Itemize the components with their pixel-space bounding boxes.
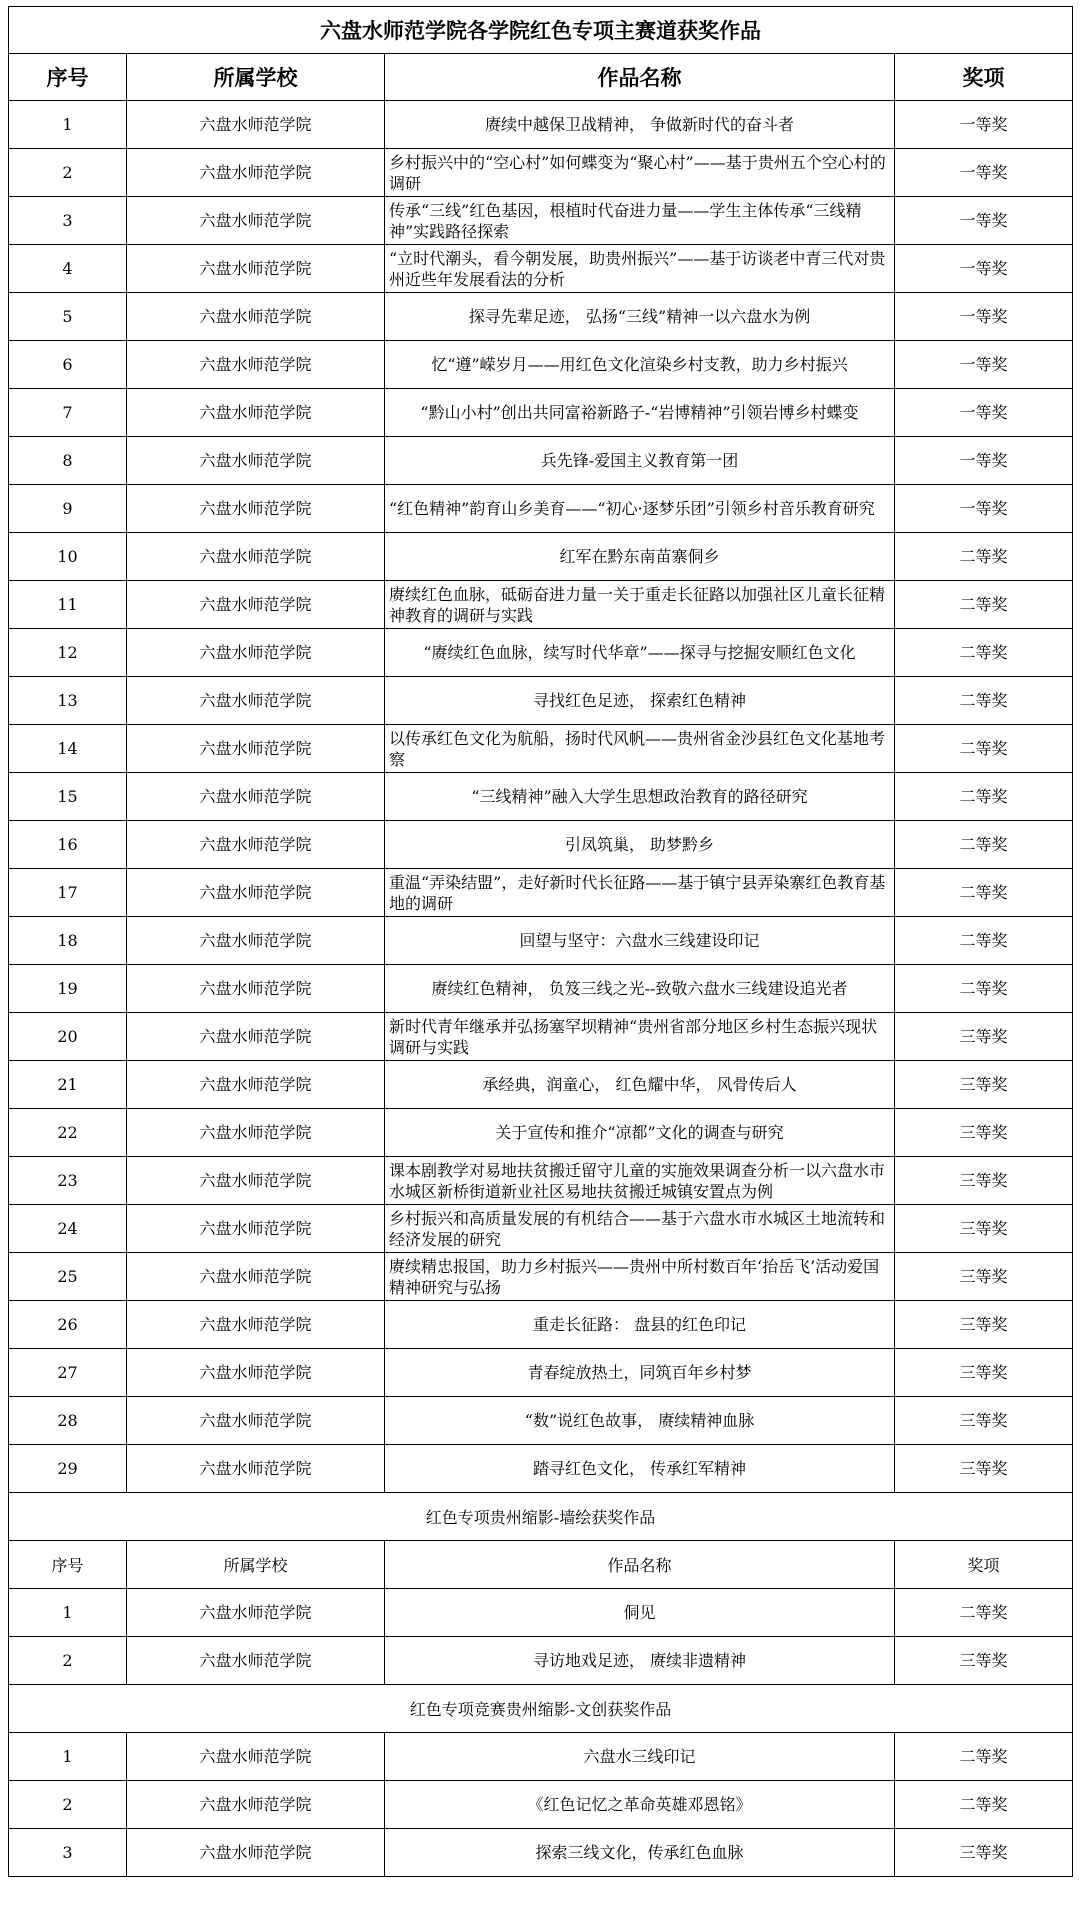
- cell-school: 六盘水师范学院: [127, 149, 385, 197]
- cell-no: 9: [9, 485, 127, 533]
- cell-award: 三等奖: [895, 1349, 1073, 1397]
- cell-name: 寻访地戏足迹， 赓续非遗精神: [385, 1637, 895, 1685]
- creative-section-title-row: [9, 1685, 1073, 1733]
- cell-name: 重温“弄染结盟”，走好新时代长征路——基于镇宁县弄染寨红色教育基地的调研: [385, 869, 895, 917]
- cell-name: 踏寻红色文化， 传承红军精神: [385, 1445, 895, 1493]
- table-row: [9, 581, 1073, 629]
- table-row: [9, 1109, 1073, 1157]
- cell-no: 24: [9, 1205, 127, 1253]
- table-row: [9, 1013, 1073, 1061]
- cell-name: 乡村振兴和高质量发展的有机结合——基于六盘水市水城区土地流转和经济发展的研究: [385, 1205, 895, 1253]
- cell-school: 六盘水师范学院: [127, 341, 385, 389]
- table-row: [9, 437, 1073, 485]
- cell-no: 14: [9, 725, 127, 773]
- cell-name: 新时代青年继承并弘扬塞罕坝精神“贵州省部分地区乡村生态振兴现状调研与实践: [385, 1013, 895, 1061]
- cell-award: 二等奖: [895, 725, 1073, 773]
- table-row: [9, 1061, 1073, 1109]
- table-row: [9, 341, 1073, 389]
- cell-no: 2: [9, 149, 127, 197]
- cell-award: 一等奖: [895, 197, 1073, 245]
- cell-name: 课本剧教学对易地扶贫搬迁留守儿童的实施效果调查分析一以六盘水市水城区新桥街道新业社区易地扶贫搬迁城镇安置点为例: [385, 1157, 895, 1205]
- cell-no: 25: [9, 1253, 127, 1301]
- cell-school: 六盘水师范学院: [127, 629, 385, 677]
- cell-school: 六盘水师范学院: [127, 917, 385, 965]
- cell-school: 六盘水师范学院: [127, 773, 385, 821]
- table-row: [9, 533, 1073, 581]
- cell-school: 六盘水师范学院: [127, 293, 385, 341]
- cell-award: 二等奖: [895, 629, 1073, 677]
- cell-no: 27: [9, 1349, 127, 1397]
- cell-name: 侗见: [385, 1589, 895, 1637]
- table-row: [9, 197, 1073, 245]
- cell-award: 一等奖: [895, 341, 1073, 389]
- cell-award: 二等奖: [895, 533, 1073, 581]
- table-row: [9, 1205, 1073, 1253]
- cell-no: 1: [9, 1589, 127, 1637]
- main-title: 六盘水师范学院各学院红色专项主赛道获奖作品: [9, 7, 1073, 54]
- table-row: [9, 389, 1073, 437]
- cell-award: 二等奖: [895, 581, 1073, 629]
- cell-award: 三等奖: [895, 1157, 1073, 1205]
- cell-name: 《红色记忆之革命英雄邓恩铭》: [385, 1781, 895, 1829]
- cell-award: 一等奖: [895, 149, 1073, 197]
- table-row: [9, 725, 1073, 773]
- table-row: [9, 1589, 1073, 1637]
- cell-no: 1: [9, 101, 127, 149]
- cell-award: 三等奖: [895, 1301, 1073, 1349]
- cell-no: 8: [9, 437, 127, 485]
- cell-no: 28: [9, 1397, 127, 1445]
- table-row: [9, 1829, 1073, 1877]
- cell-name: 青春绽放热土，同筑百年乡村梦: [385, 1349, 895, 1397]
- cell-name: 承经典，润童心， 红色耀中华， 风骨传后人: [385, 1061, 895, 1109]
- cell-no: 26: [9, 1301, 127, 1349]
- cell-no: 3: [9, 197, 127, 245]
- cell-no: 29: [9, 1445, 127, 1493]
- cell-school: 六盘水师范学院: [127, 245, 385, 293]
- cell-name: “赓续红色血脉，续写时代华章”——探寻与挖掘安顺红色文化: [385, 629, 895, 677]
- cell-no: 7: [9, 389, 127, 437]
- cell-school: 六盘水师范学院: [127, 1589, 385, 1637]
- cell-name: 忆“遵”嵘岁月——用红色文化渲染乡村支教，助力乡村振兴: [385, 341, 895, 389]
- table-row: [9, 1733, 1073, 1781]
- cell-award: 二等奖: [895, 1781, 1073, 1829]
- mural-section-title: 红色专项贵州缩影-墙绘获奖作品: [9, 1493, 1073, 1541]
- cell-award: 一等奖: [895, 101, 1073, 149]
- table-row: [9, 485, 1073, 533]
- cell-no: 3: [9, 1829, 127, 1877]
- table-row: [9, 149, 1073, 197]
- cell-name: 赓续中越保卫战精神， 争做新时代的奋斗者: [385, 101, 895, 149]
- table-row: [9, 821, 1073, 869]
- cell-name: “黔山小村”创出共同富裕新路子-“岩博精神”引领岩博乡村蝶变: [385, 389, 895, 437]
- cell-no: 5: [9, 293, 127, 341]
- table-row: [9, 1301, 1073, 1349]
- cell-award: 二等奖: [895, 1589, 1073, 1637]
- table-row: [9, 965, 1073, 1013]
- cell-no: 11: [9, 581, 127, 629]
- table-row: [9, 1253, 1073, 1301]
- cell-school: 六盘水师范学院: [127, 1349, 385, 1397]
- header-school: 所属学校: [127, 1541, 385, 1589]
- cell-no: 15: [9, 773, 127, 821]
- cell-name: 关于宣传和推介“凉都”文化的调查与研究: [385, 1109, 895, 1157]
- cell-award: 三等奖: [895, 1205, 1073, 1253]
- cell-no: 23: [9, 1157, 127, 1205]
- cell-school: 六盘水师范学院: [127, 1061, 385, 1109]
- cell-school: 六盘水师范学院: [127, 101, 385, 149]
- cell-award: 一等奖: [895, 485, 1073, 533]
- cell-school: 六盘水师范学院: [127, 1013, 385, 1061]
- cell-award: 二等奖: [895, 1733, 1073, 1781]
- table-row: [9, 629, 1073, 677]
- table-row: [9, 245, 1073, 293]
- cell-award: 二等奖: [895, 869, 1073, 917]
- cell-no: 18: [9, 917, 127, 965]
- header-no: 序号: [9, 54, 127, 101]
- table-row: [9, 1397, 1073, 1445]
- cell-name: 探索三线文化，传承红色血脉: [385, 1829, 895, 1877]
- cell-no: 10: [9, 533, 127, 581]
- header-award: 奖项: [895, 1541, 1073, 1589]
- cell-award: 三等奖: [895, 1829, 1073, 1877]
- cell-name: 兵先锋-爱国主义教育第一团: [385, 437, 895, 485]
- cell-name: 红军在黔东南苗寨侗乡: [385, 533, 895, 581]
- cell-school: 六盘水师范学院: [127, 533, 385, 581]
- cell-name: “红色精神”韵育山乡美育——“初心·逐梦乐团”引领乡村音乐教育研究: [385, 485, 895, 533]
- cell-no: 19: [9, 965, 127, 1013]
- cell-school: 六盘水师范学院: [127, 1397, 385, 1445]
- cell-no: 4: [9, 245, 127, 293]
- cell-name: 乡村振兴中的“空心村”如何蝶变为“聚心村”——基于贵州五个空心村的调研: [385, 149, 895, 197]
- cell-award: 三等奖: [895, 1013, 1073, 1061]
- award-table: [8, 6, 1073, 1877]
- cell-school: 六盘水师范学院: [127, 1733, 385, 1781]
- cell-award: 一等奖: [895, 389, 1073, 437]
- header-school: 所属学校: [127, 54, 385, 101]
- cell-award: 三等奖: [895, 1445, 1073, 1493]
- cell-award: 一等奖: [895, 437, 1073, 485]
- cell-award: 二等奖: [895, 773, 1073, 821]
- cell-award: 一等奖: [895, 245, 1073, 293]
- table-row: [9, 101, 1073, 149]
- cell-name: 回望与坚守：六盘水三线建设印记: [385, 917, 895, 965]
- cell-school: 六盘水师范学院: [127, 1445, 385, 1493]
- table-row: [9, 1445, 1073, 1493]
- table-row: [9, 677, 1073, 725]
- cell-school: 六盘水师范学院: [127, 197, 385, 245]
- table-row: [9, 1349, 1073, 1397]
- cell-no: 2: [9, 1637, 127, 1685]
- cell-award: 二等奖: [895, 965, 1073, 1013]
- cell-award: 一等奖: [895, 293, 1073, 341]
- cell-no: 17: [9, 869, 127, 917]
- table-row: [9, 773, 1073, 821]
- cell-name: 赓续精忠报国，助力乡村振兴——贵州中所村数百年‘抬岳飞’活动爱国精神研究与弘扬: [385, 1253, 895, 1301]
- cell-award: 三等奖: [895, 1397, 1073, 1445]
- header-name: 作品名称: [385, 54, 895, 101]
- header-award: 奖项: [895, 54, 1073, 101]
- cell-school: 六盘水师范学院: [127, 1109, 385, 1157]
- cell-name: 传承“三线”红色基因，根植时代奋进力量——学生主体传承“三线精神”实践路径探索: [385, 197, 895, 245]
- cell-school: 六盘水师范学院: [127, 1301, 385, 1349]
- cell-school: 六盘水师范学院: [127, 389, 385, 437]
- cell-no: 13: [9, 677, 127, 725]
- cell-name: 探寻先辈足迹， 弘扬“三线”精神一以六盘水为例: [385, 293, 895, 341]
- table-row: [9, 1637, 1073, 1685]
- cell-school: 六盘水师范学院: [127, 1157, 385, 1205]
- cell-name: 赓续红色精神， 负笈三线之光--致敬六盘水三线建设追光者: [385, 965, 895, 1013]
- table-row: [9, 1781, 1073, 1829]
- cell-school: 六盘水师范学院: [127, 965, 385, 1013]
- cell-award: 三等奖: [895, 1061, 1073, 1109]
- mural-section-title-row: [9, 1493, 1073, 1541]
- table-row: [9, 293, 1073, 341]
- cell-award: 二等奖: [895, 821, 1073, 869]
- table-row: [9, 869, 1073, 917]
- cell-award: 三等奖: [895, 1637, 1073, 1685]
- cell-school: 六盘水师范学院: [127, 725, 385, 773]
- table-row: [9, 917, 1073, 965]
- main-title-row: [9, 7, 1073, 54]
- creative-section-title: 红色专项竞赛贵州缩影-文创获奖作品: [9, 1685, 1073, 1733]
- cell-no: 20: [9, 1013, 127, 1061]
- cell-award: 二等奖: [895, 677, 1073, 725]
- sub-header-row: [9, 1541, 1073, 1589]
- cell-award: 二等奖: [895, 917, 1073, 965]
- cell-school: 六盘水师范学院: [127, 869, 385, 917]
- cell-no: 21: [9, 1061, 127, 1109]
- cell-name: 以传承红色文化为航船，扬时代风帆——贵州省金沙县红色文化基地考察: [385, 725, 895, 773]
- cell-name: 寻找红色足迹， 探索红色精神: [385, 677, 895, 725]
- cell-no: 6: [9, 341, 127, 389]
- cell-name: “三线精神”融入大学生思想政治教育的路径研究: [385, 773, 895, 821]
- cell-name: 引凤筑巢， 助梦黔乡: [385, 821, 895, 869]
- cell-school: 六盘水师范学院: [127, 677, 385, 725]
- cell-school: 六盘水师范学院: [127, 1637, 385, 1685]
- cell-school: 六盘水师范学院: [127, 821, 385, 869]
- cell-name: 重走长征路： 盘县的红色印记: [385, 1301, 895, 1349]
- header-name: 作品名称: [385, 1541, 895, 1589]
- cell-no: 1: [9, 1733, 127, 1781]
- cell-school: 六盘水师范学院: [127, 1205, 385, 1253]
- table-row: [9, 1157, 1073, 1205]
- cell-name: “数”说红色故事， 赓续精神血脉: [385, 1397, 895, 1445]
- cell-school: 六盘水师范学院: [127, 1781, 385, 1829]
- cell-school: 六盘水师范学院: [127, 1829, 385, 1877]
- cell-school: 六盘水师范学院: [127, 1253, 385, 1301]
- cell-no: 22: [9, 1109, 127, 1157]
- cell-no: 12: [9, 629, 127, 677]
- main-header-row: [9, 54, 1073, 101]
- cell-name: 六盘水三线印记: [385, 1733, 895, 1781]
- header-no: 序号: [9, 1541, 127, 1589]
- cell-award: 三等奖: [895, 1109, 1073, 1157]
- cell-school: 六盘水师范学院: [127, 485, 385, 533]
- cell-school: 六盘水师范学院: [127, 581, 385, 629]
- cell-name: “立时代潮头，看今朝发展，助贵州振兴”——基于访谈老中青三代对贵州近些年发展看法的分析: [385, 245, 895, 293]
- cell-school: 六盘水师范学院: [127, 437, 385, 485]
- cell-award: 三等奖: [895, 1253, 1073, 1301]
- cell-no: 2: [9, 1781, 127, 1829]
- cell-no: 16: [9, 821, 127, 869]
- cell-name: 赓续红色血脉，砥砺奋进力量一关于重走长征路以加强社区儿童长征精神教育的调研与实践: [385, 581, 895, 629]
